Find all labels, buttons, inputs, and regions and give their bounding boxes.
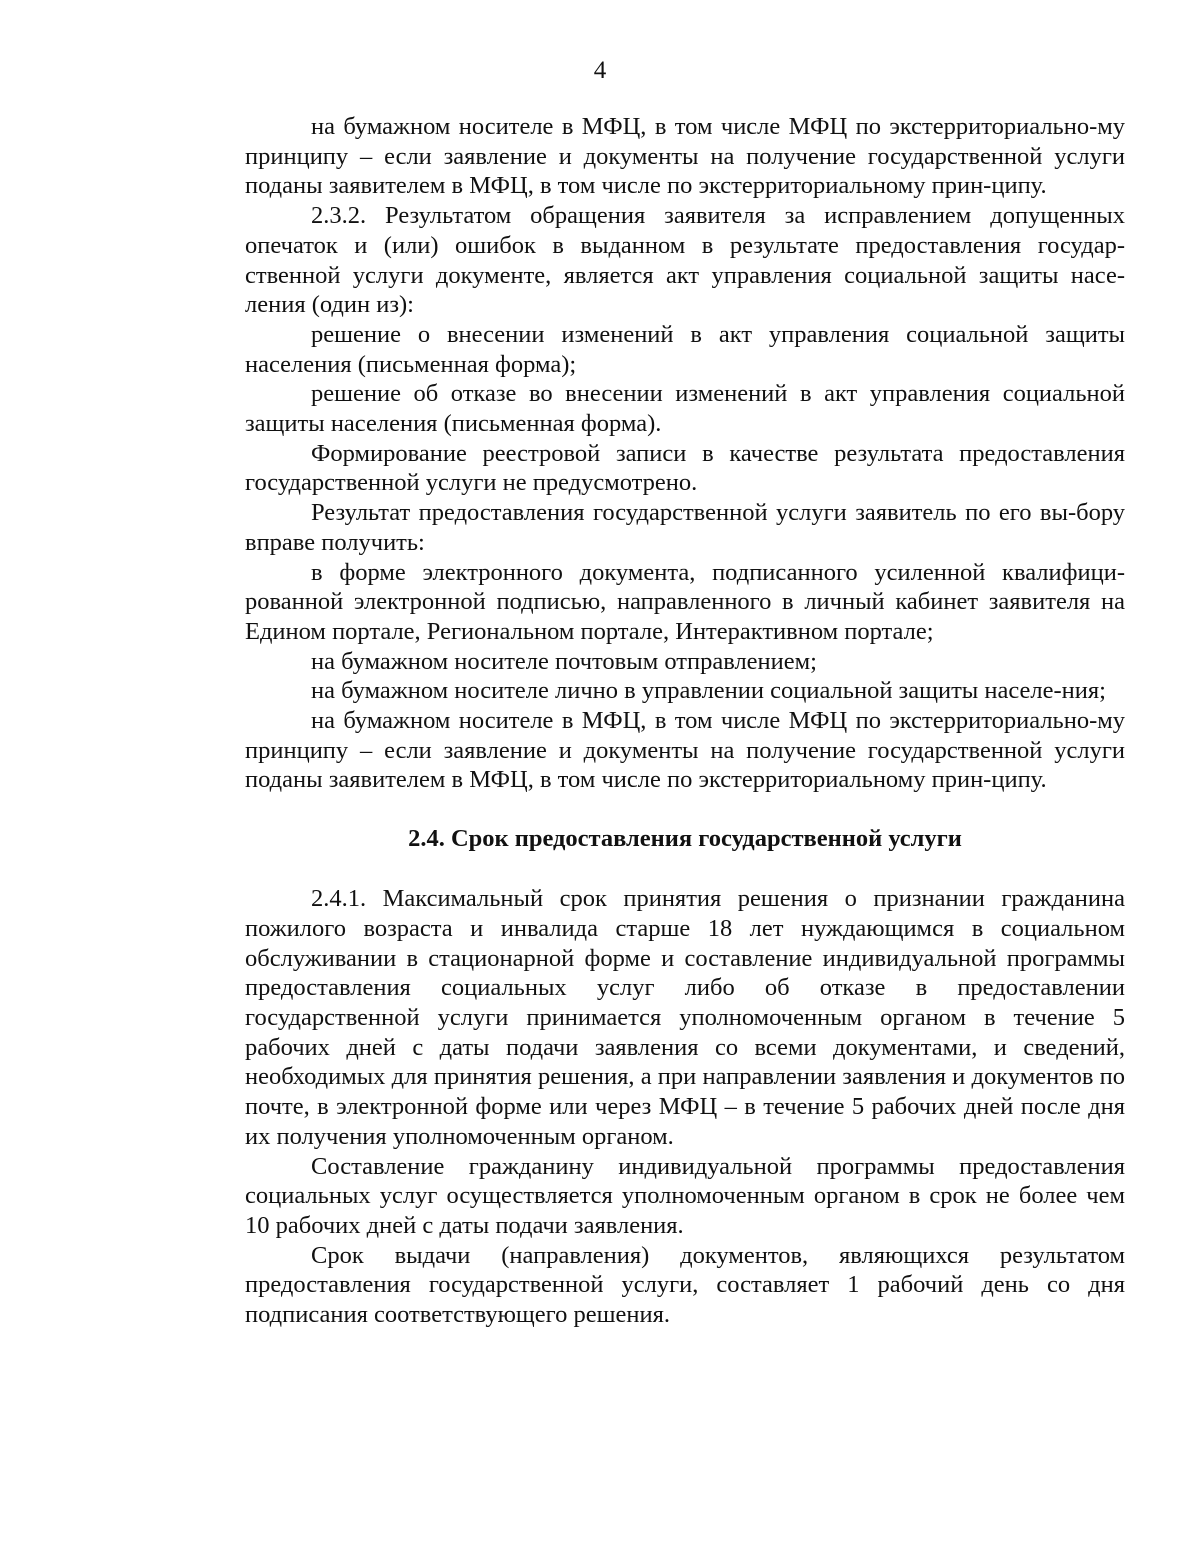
paragraph: на бумажном носителе лично в управлении социальной защиты населе-ния;: [311, 677, 1106, 705]
paragraph: Составление гражданину индивидуальной программы предоставления социальных услуг осуществляется уполномоченным органом в срок не более чем 10 рабочих дней с даты подачи заявления.: [245, 1152, 1125, 1239]
paragraph: 2.3.2. Результатом обращения заявителя за исправлением допущенных опечаток и (или) ошибок в выданном в результате предоставления государ-ственной услуги документе, является акт управления социальной защиты насе-ления (один из):: [245, 202, 1125, 319]
paragraph: Результат предоставления государственной услуги заявитель по его вы-бору вправе получить:: [245, 499, 1125, 556]
paragraph: на бумажном носителе почтовым отправлением;: [311, 647, 817, 675]
section-heading: 2.4. Срок предоставления государственной услуги: [408, 825, 962, 853]
page-number: 4: [593, 57, 607, 84]
document-body: [245, 112, 1125, 1330]
paragraph: Срок выдачи (направления) документов, являющихся результатом предоставления государственной услуги, составляет 1 рабочий день со дня подписания соответствующего решения.: [245, 1241, 1125, 1329]
paragraph: Формирование реестровой записи в качестве результата предоставления государственной услуги не предусмотрено.: [245, 439, 1125, 497]
paragraph: решение о внесении изменений в акт управления социальной защиты населения (письменная форма);: [245, 320, 1125, 378]
paragraph: 2.4.1. Максимальный срок принятия решения о признании гражданина пожилого возраста и инвалида старше 18 лет нуждающимся в социальном обслуживании в стационарной форме и составление индивидуальной программы предоставления социальных услуг либо об отказе в предоставлении государственной услуги принимается уполномоченным органом в течение 5 рабочих дней с даты подачи заявления со всеми документами, и сведений, необходимых для принятия решения, а при направлении заявления и документов по почте, в электронной форме или через МФЦ – в течение 5 рабочих дней после дня их получения уполномоченным органом.: [245, 885, 1125, 1150]
paragraph: в форме электронного документа, подписанного усиленной квалифици-рованной электронной подписью, направленного в личный кабинет заявителя на Едином портале, Региональном портале, Интерактивном портале;: [245, 558, 1125, 645]
paragraph: на бумажном носителе в МФЦ, в том числе МФЦ по экстерриториально-му принципу – если заявление и документы на получение государственной услуги поданы заявителем в МФЦ, в том числе по экстерриториальному прин-ципу.: [245, 113, 1125, 200]
paragraph: решение об отказе во внесении изменений в акт управления социальной защиты населения (письменная форма).: [245, 380, 1125, 438]
paragraph: на бумажном носителе в МФЦ, в том числе МФЦ по экстерриториально-му принципу – если заявление и документы на получение государственной услуги поданы заявителем в МФЦ, в том числе по экстерриториальному прин-ципу.: [245, 707, 1125, 794]
